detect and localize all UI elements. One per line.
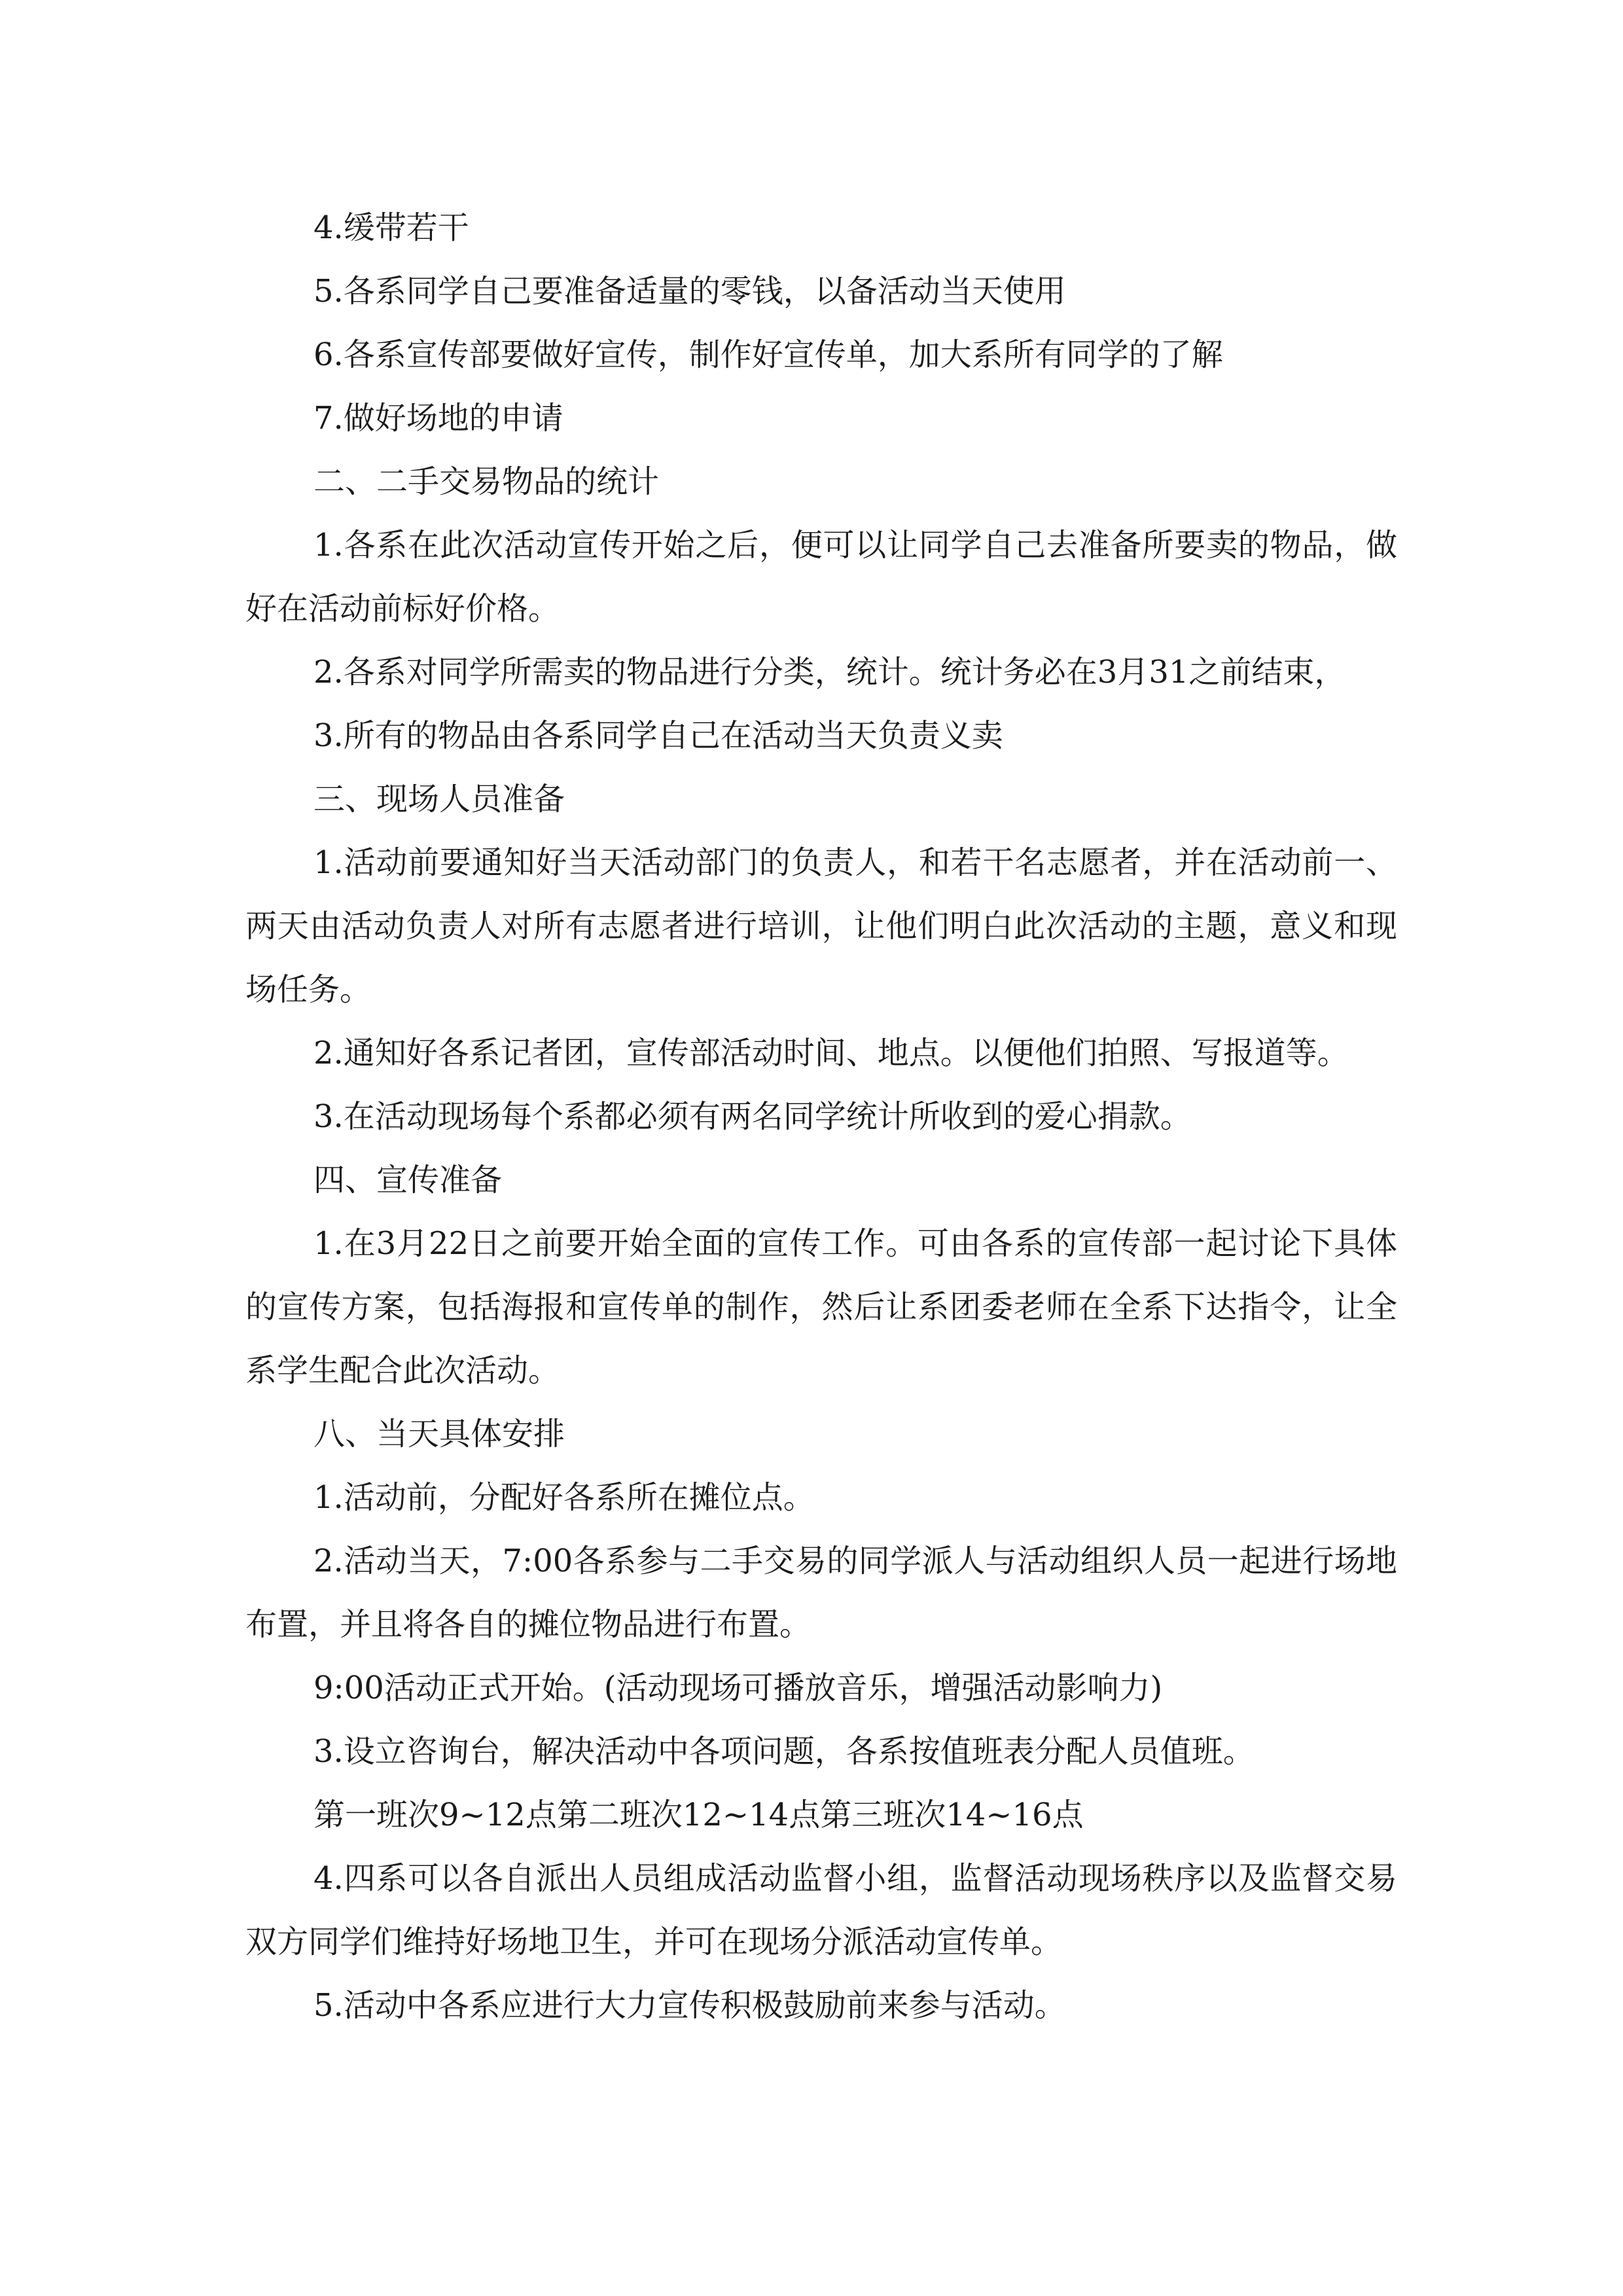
list-item: 3.在活动现场每个系都必须有两名同学统计所收到的爱心捐款。 <box>313 1098 1192 1135</box>
list-item: 9:00活动正式开始。(活动现场可播放音乐，增强活动影响力) <box>313 1670 1163 1706</box>
list-item: 3.所有的物品由各系同学自己在活动当天负责义卖 <box>313 717 1003 754</box>
document-body <box>245 196 1397 2037</box>
list-item: 2.各系对同学所需卖的物品进行分类，统计。统计务必在3月31之前结束， <box>313 654 1346 691</box>
list-item: 5.活动中各系应进行大力宣传积极鼓励前来参与活动。 <box>313 1987 1066 2024</box>
list-item: 4.四系可以各自派出人员组成活动监督小组，监督活动现场秩序以及监督交易双方同学们维持好场地卫生，并可在现场分派活动宣传单。 <box>245 1860 1397 1960</box>
list-item: 1.各系在此次活动宣传开始之后，便可以让同学自己去准备所要卖的物品，做好在活动前标好价格。 <box>245 527 1397 627</box>
section-heading: 八、当天具体安排 <box>313 1416 565 1452</box>
section-heading: 四、宣传准备 <box>313 1162 503 1198</box>
list-item: 5.各系同学自己要准备适量的零钱，以备活动当天使用 <box>313 273 1066 310</box>
list-item: 7.做好场地的申请 <box>313 400 563 437</box>
list-item: 2.通知好各系记者团，宣传部活动时间、地点。以便他们拍照、写报道等。 <box>313 1035 1349 1071</box>
list-item: 4.缓带若干 <box>313 209 469 246</box>
list-item: 1.活动前，分配好各系所在摊位点。 <box>313 1479 815 1516</box>
list-item: 第一班次9~12点第二班次12~14点第三班次14~16点 <box>313 1797 1084 1833</box>
list-item: 1.活动前要通知好当天活动部门的负责人，和若干名志愿者，并在活动前一、两天由活动负责人对所有志愿者进行培训，让他们明白此次活动的主题，意义和现场任务。 <box>245 844 1397 1008</box>
list-item: 1.在3月22日之前要开始全面的宣传工作。可由各系的宣传部一起讨论下具体的宣传方案，包括海报和宣传单的制作，然后让系团委老师在全系下达指令，让全系学生配合此次活动。 <box>245 1225 1397 1389</box>
section-heading: 二、二手交易物品的统计 <box>313 463 660 500</box>
list-item: 6.各系宣传部要做好宣传，制作好宣传单，加大系所有同学的了解 <box>313 336 1223 373</box>
list-item: 3.设立咨询台，解决活动中各项问题，各系按值班表分配人员值班。 <box>313 1733 1255 1770</box>
list-item: 2.活动当天，7:00各系参与二手交易的同学派人与活动组织人员一起进行场地布置，并且将各自的摊位物品进行布置。 <box>245 1543 1397 1643</box>
section-heading: 三、现场人员准备 <box>313 781 565 817</box>
